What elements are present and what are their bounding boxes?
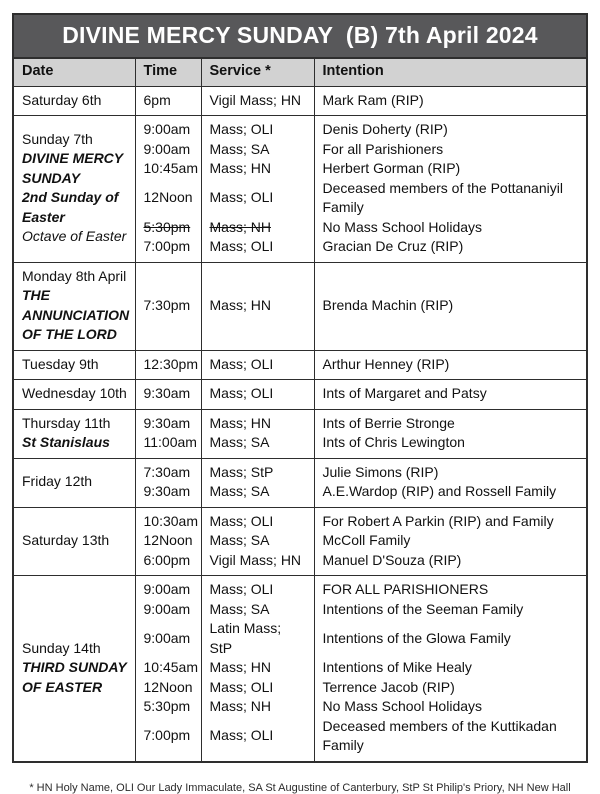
service-cell <box>201 600 314 620</box>
table-row <box>14 576 586 600</box>
intention-cell <box>314 409 586 433</box>
service-value: Mass; OLI <box>209 581 274 597</box>
time-value: 7:00pm <box>143 727 191 744</box>
table-row <box>14 458 586 482</box>
date-line: Easter <box>22 208 65 225</box>
time-cell <box>135 576 201 600</box>
service-cell <box>201 380 314 410</box>
time-value: 9:00am <box>143 581 191 597</box>
service-value: Mass; HN <box>209 296 271 313</box>
intention-cell <box>314 116 586 140</box>
time-cell <box>135 140 201 160</box>
intention-value: Deceased members of the Pottananiyil Family <box>322 179 563 215</box>
time-value: 9:00am <box>143 121 191 137</box>
intention-cell <box>314 262 586 350</box>
time-cell <box>135 262 201 350</box>
time-cell <box>135 600 201 620</box>
column-header-time: Time <box>135 59 201 86</box>
date-cell <box>14 350 135 380</box>
time-cell <box>135 482 201 507</box>
time-cell <box>135 159 201 179</box>
intention-value: Deceased members of the Kuttikadan Family <box>322 717 557 753</box>
date-line: Saturday 13th <box>22 532 110 548</box>
date-cell <box>14 86 135 116</box>
time-cell <box>135 697 201 717</box>
time-value: 9:30am <box>143 414 191 431</box>
service-value: Mass; HN <box>209 160 271 176</box>
intention-cell <box>314 658 586 678</box>
service-value: Mass; OLI <box>209 385 274 401</box>
intention-cell <box>314 458 586 482</box>
date-cell <box>14 409 135 458</box>
service-cell <box>201 262 314 350</box>
service-cell <box>201 551 314 576</box>
service-value: Mass; NH <box>209 218 271 235</box>
intention-cell <box>314 531 586 551</box>
time-cell <box>135 433 201 458</box>
service-value: Mass; HN <box>209 659 271 675</box>
intention-cell <box>314 179 586 218</box>
intention-value: Mark Ram (RIP) <box>322 91 424 108</box>
intention-value: Ints of Chris Lewington <box>322 434 465 450</box>
intention-cell <box>314 619 586 658</box>
intention-cell <box>314 678 586 698</box>
intention-value: For all Parishioners <box>322 140 444 157</box>
service-cell <box>201 658 314 678</box>
intention-value: FOR ALL PARISHIONERS <box>322 581 489 597</box>
service-cell <box>201 458 314 482</box>
service-value: Mass; SA <box>209 434 270 450</box>
intention-cell <box>314 350 586 380</box>
service-value: Mass; HN <box>209 414 271 431</box>
intention-cell <box>314 218 586 238</box>
date-line: St Stanislaus <box>22 434 110 450</box>
date-line: Monday 8th April <box>22 267 127 284</box>
intention-value: No Mass School Holidays <box>322 698 483 714</box>
footnote: * HN Holy Name, OLI Our Lady Immaculate, SA St Augustine of Canterbury, StP St Philip's Priory, NH New Hall <box>29 781 571 794</box>
service-cell <box>201 507 314 531</box>
service-value: Mass; NH <box>209 698 271 714</box>
intention-value: Ints of Margaret and Patsy <box>322 385 487 401</box>
time-cell <box>135 350 201 380</box>
service-cell <box>201 218 314 238</box>
date-line: ANNUNCIATION <box>22 306 130 323</box>
intention-cell <box>314 507 586 531</box>
intention-value: Intentions of the Glowa Family <box>322 629 511 646</box>
time-cell <box>135 619 201 658</box>
service-value: Vigil Mass; HN <box>209 91 302 108</box>
table-row <box>14 507 586 531</box>
time-value: 9:00am <box>143 629 191 646</box>
date-line: 2nd Sunday of <box>22 189 119 206</box>
time-value: 9:30am <box>143 483 191 499</box>
time-cell <box>135 409 201 433</box>
time-cell <box>135 86 201 116</box>
time-value: 7:30am <box>143 463 191 480</box>
date-line: Sunday 7th <box>22 130 93 147</box>
intention-cell <box>314 140 586 160</box>
service-value: Mass; OLI <box>209 727 274 744</box>
intention-value: Terrence Jacob (RIP) <box>322 678 455 695</box>
date-cell <box>14 116 135 263</box>
service-value: Vigil Mass; HN <box>209 551 302 568</box>
column-header-date: Date <box>14 59 135 86</box>
time-value: 12:30pm <box>143 355 198 372</box>
service-value: Latin Mass; StP <box>209 620 282 656</box>
time-value: 12Noon <box>143 189 193 206</box>
service-cell <box>201 159 314 179</box>
service-cell <box>201 433 314 458</box>
intention-value: Arthur Henney (RIP) <box>322 355 450 372</box>
date-line: Thursday 11th <box>22 414 111 431</box>
date-line: DIVINE MERCY <box>22 150 124 167</box>
time-value: 5:30pm <box>143 218 191 235</box>
intention-value: No Mass School Holidays <box>322 218 483 235</box>
time-value: 10:30am <box>143 512 198 529</box>
intention-cell <box>314 159 586 179</box>
intention-value: McColl Family <box>322 532 411 548</box>
service-cell <box>201 678 314 698</box>
date-line: THE <box>22 287 50 303</box>
intention-value: Herbert Gorman (RIP) <box>322 160 461 176</box>
table-row <box>14 380 586 410</box>
date-line: Wednesday 10th <box>22 385 127 401</box>
intention-value: A.E.Wardop (RIP) and Rossell Family <box>322 483 557 499</box>
table-header <box>14 59 586 86</box>
date-line: SUNDAY <box>22 169 81 186</box>
service-value: Mass; OLI <box>209 355 274 372</box>
service-value: Mass; OLI <box>209 189 274 206</box>
time-value: 6:00pm <box>143 551 191 568</box>
schedule-frame <box>12 13 588 763</box>
date-line: OF THE LORD <box>22 326 117 342</box>
time-value: 12Noon <box>143 678 193 695</box>
time-value: 5:30pm <box>143 698 191 714</box>
service-value: Mass; OLI <box>209 238 274 254</box>
time-value: 7:00pm <box>143 238 191 254</box>
date-cell <box>14 380 135 410</box>
intention-cell <box>314 697 586 717</box>
service-value: Mass; SA <box>209 483 270 499</box>
time-cell <box>135 551 201 576</box>
time-value: 9:00am <box>143 600 191 617</box>
service-value: Mass; SA <box>209 140 270 157</box>
time-value: 7:30pm <box>143 296 191 313</box>
service-cell <box>201 717 314 761</box>
intention-value: Gracian De Cruz (RIP) <box>322 238 464 254</box>
intention-value: Intentions of Mike Healy <box>322 659 472 675</box>
intention-value: For Robert A Parkin (RIP) and Family <box>322 512 554 529</box>
date-cell <box>14 507 135 576</box>
service-cell <box>201 86 314 116</box>
time-value: 6pm <box>143 91 171 108</box>
intention-value: Julie Simons (RIP) <box>322 463 439 480</box>
service-value: Mass; OLI <box>209 678 274 695</box>
time-value: 10:45am <box>143 160 198 176</box>
time-cell <box>135 717 201 761</box>
intention-cell <box>314 576 586 600</box>
intention-value: Ints of Berrie Stronge <box>322 414 455 431</box>
page-title: DIVINE MERCY SUNDAY (B) 7th April 2024 <box>14 15 586 59</box>
service-cell <box>201 697 314 717</box>
service-value: Mass; OLI <box>209 121 274 137</box>
service-cell <box>201 179 314 218</box>
intention-cell <box>314 482 586 507</box>
column-header-intention: Intention <box>314 59 586 86</box>
time-value: 11:00am <box>143 434 197 450</box>
date-line: OF EASTER <box>22 678 103 695</box>
intention-cell <box>314 433 586 458</box>
time-value: 12Noon <box>143 532 193 548</box>
intention-value: Manuel D'Souza (RIP) <box>322 551 462 568</box>
time-cell <box>135 531 201 551</box>
time-cell <box>135 218 201 238</box>
service-cell <box>201 576 314 600</box>
time-cell <box>135 658 201 678</box>
time-value: 10:45am <box>143 659 198 675</box>
service-cell <box>201 482 314 507</box>
date-cell <box>14 262 135 350</box>
intention-value: Denis Doherty (RIP) <box>322 121 448 137</box>
intention-cell <box>314 86 586 116</box>
intention-cell <box>314 237 586 262</box>
service-cell <box>201 409 314 433</box>
table-row <box>14 262 586 350</box>
table-body <box>14 86 586 761</box>
service-value: Mass; StP <box>209 463 274 480</box>
time-cell <box>135 179 201 218</box>
date-cell <box>14 576 135 761</box>
intention-value: Intentions of the Seeman Family <box>322 600 524 617</box>
time-cell <box>135 237 201 262</box>
intention-cell <box>314 380 586 410</box>
time-value: 9:00am <box>143 140 191 157</box>
service-cell <box>201 350 314 380</box>
time-cell <box>135 678 201 698</box>
intention-cell <box>314 600 586 620</box>
intention-cell <box>314 717 586 761</box>
table-row <box>14 350 586 380</box>
service-cell <box>201 531 314 551</box>
date-cell <box>14 458 135 507</box>
time-cell <box>135 507 201 531</box>
schedule-table <box>14 59 586 761</box>
intention-value: Brenda Machin (RIP) <box>322 296 454 313</box>
time-value: 9:30am <box>143 385 191 401</box>
service-value: Mass; SA <box>209 532 270 548</box>
table-row <box>14 409 586 433</box>
date-line: Octave of Easter <box>22 228 127 245</box>
date-line: Friday 12th <box>22 473 93 490</box>
service-cell <box>201 116 314 140</box>
date-line: Sunday 14th <box>22 639 101 656</box>
table-row <box>14 86 586 116</box>
service-value: Mass; SA <box>209 600 270 617</box>
date-line: THIRD SUNDAY <box>22 659 127 675</box>
table-row <box>14 116 586 140</box>
service-cell <box>201 140 314 160</box>
service-cell <box>201 237 314 262</box>
intention-cell <box>314 551 586 576</box>
time-cell <box>135 380 201 410</box>
date-line: Saturday 6th <box>22 91 102 108</box>
service-value: Mass; OLI <box>209 512 274 529</box>
header-row <box>14 59 586 86</box>
time-cell <box>135 458 201 482</box>
date-line: Tuesday 9th <box>22 355 99 372</box>
time-cell <box>135 116 201 140</box>
service-cell <box>201 619 314 658</box>
column-header-service: Service * <box>201 59 314 86</box>
